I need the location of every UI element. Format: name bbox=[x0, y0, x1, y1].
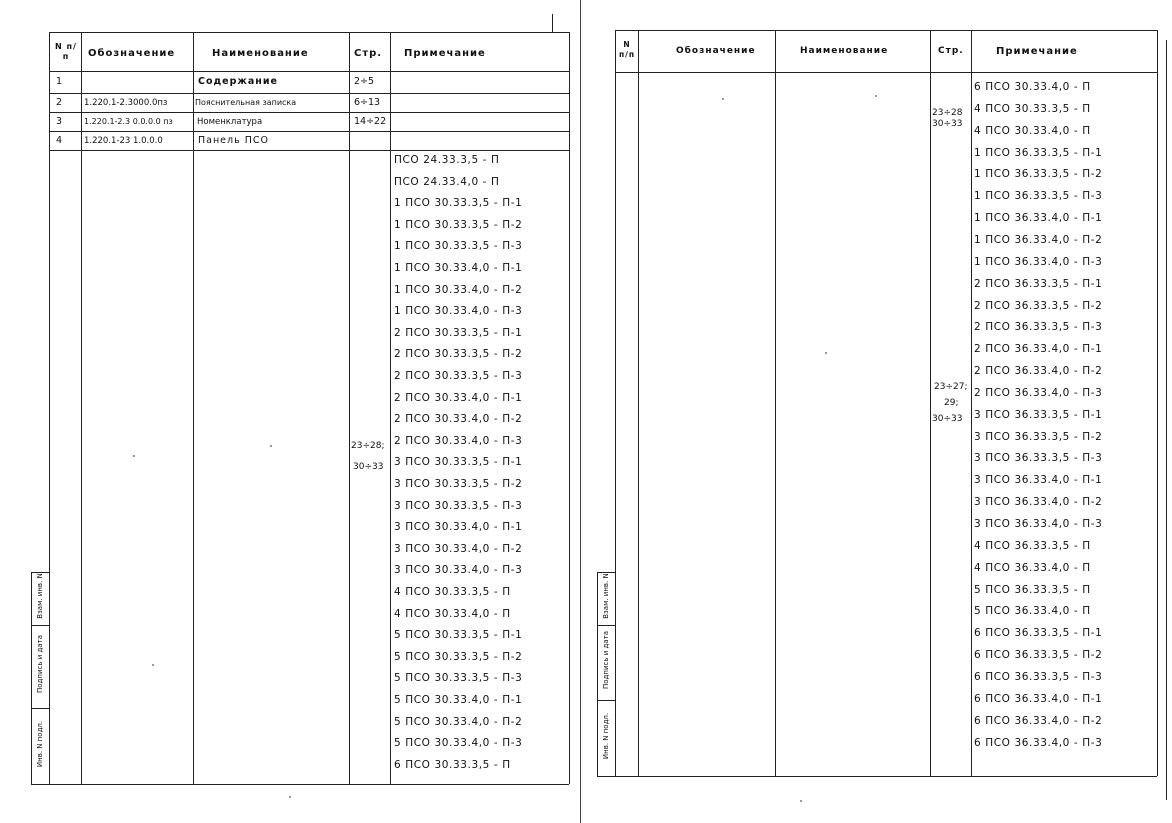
frame-right bbox=[569, 32, 570, 784]
scan-speck bbox=[270, 445, 272, 447]
col-line bbox=[638, 30, 639, 776]
row-num: 3 bbox=[56, 116, 63, 127]
header-bottom bbox=[49, 71, 569, 72]
note-entry: 4 ПСО 36.33.4,0 - П bbox=[974, 561, 1091, 574]
note-entry: 4 ПСО 36.33.3,5 - П bbox=[974, 539, 1091, 552]
scan-speck bbox=[825, 352, 827, 354]
note-entry: 6 ПСО 36.33.4,0 - П-3 bbox=[974, 736, 1103, 749]
note-entry: 1 ПСО 30.33.4,0 - П-3 bbox=[394, 305, 523, 318]
col-line bbox=[81, 32, 82, 784]
row-name: Номенклатура bbox=[197, 117, 263, 127]
note-entry: 6 ПСО 30.33.4,0 - П bbox=[974, 81, 1091, 93]
col-line bbox=[971, 30, 972, 776]
note-entry: 6 ПСО 36.33.4,0 - П-1 bbox=[974, 692, 1103, 705]
row-line bbox=[49, 93, 569, 94]
col-line bbox=[193, 32, 194, 784]
note-entry: 1 ПСО 36.33.4,0 - П-1 bbox=[974, 212, 1103, 225]
scan-speck bbox=[152, 664, 154, 666]
note-entry: 5 ПСО 30.33.3,5 - П-1 bbox=[394, 629, 523, 642]
scan-speck bbox=[289, 796, 291, 798]
note-entry: 3 ПСО 36.33.4,0 - П-3 bbox=[974, 518, 1103, 530]
page-ref: 29; bbox=[944, 398, 959, 408]
note-entry: 5 ПСО 30.33.4,0 - П-2 bbox=[394, 715, 523, 728]
header-num: N п/п bbox=[618, 40, 636, 59]
note-entry: 6 ПСО 30.33.3,5 - П bbox=[394, 758, 511, 771]
row-line bbox=[49, 150, 569, 151]
stamp-label-inv: Инв. N подл. bbox=[36, 720, 44, 768]
page-ref: 30÷33 bbox=[932, 119, 963, 129]
note-entry: 3 ПСО 36.33.3,5 - П-2 bbox=[974, 430, 1103, 443]
row-num: 1 bbox=[56, 76, 63, 87]
adjacent-sheet-edge bbox=[1166, 40, 1167, 800]
page-ref: 23÷27; bbox=[934, 382, 968, 392]
scan-speck bbox=[133, 455, 135, 457]
header-name: Наименование bbox=[212, 48, 309, 59]
row-line bbox=[49, 112, 569, 113]
stamp-divider bbox=[31, 708, 49, 709]
note-entry: 4 ПСО 30.33.4,0 - П bbox=[394, 607, 511, 620]
note-entry: 3 ПСО 36.33.3,5 - П-3 bbox=[974, 452, 1103, 465]
note-entry: 4 ПСО 30.33.3,5 - П bbox=[394, 586, 511, 598]
note-entry: 2 ПСО 36.33.4,0 - П-1 bbox=[974, 343, 1103, 356]
header-bottom bbox=[615, 72, 1157, 73]
note-entry: 1 ПСО 30.33.3,5 - П-1 bbox=[394, 197, 523, 210]
note-entry: 5 ПСО 36.33.3,5 - П bbox=[974, 583, 1091, 596]
note-entry: 2 ПСО 30.33.4,0 - П-3 bbox=[394, 434, 523, 447]
note-entry: 6 ПСО 36.33.3,5 - П-2 bbox=[974, 649, 1103, 662]
row-num: 4 bbox=[56, 135, 63, 146]
note-entry: 1 ПСО 36.33.4,0 - П-3 bbox=[974, 255, 1103, 268]
col-line bbox=[775, 30, 776, 776]
note-entry: 2 ПСО 30.33.3,5 - П-2 bbox=[394, 348, 523, 361]
note-entry: 1 ПСО 36.33.3,5 - П-2 bbox=[974, 168, 1103, 181]
row-designation: 1.220.1-23 1.0.0.0 bbox=[84, 136, 163, 146]
frame-bottom bbox=[597, 776, 1157, 777]
note-entry: 1 ПСО 36.33.4,0 - П-2 bbox=[974, 233, 1103, 246]
frame-left bbox=[615, 30, 616, 776]
note-entry: 2 ПСО 30.33.4,0 - П-2 bbox=[394, 413, 523, 426]
note-entry: ПСО 24.33.3,5 - П bbox=[394, 154, 500, 166]
note-entry: 1 ПСО 30.33.3,5 - П-2 bbox=[394, 218, 523, 231]
scan-speck bbox=[722, 98, 724, 100]
col-line bbox=[390, 32, 391, 784]
header-name: Наименование bbox=[800, 46, 889, 56]
row-page: 14÷22 bbox=[354, 116, 387, 127]
note-entry: 5 ПСО 36.33.4,0 - П bbox=[974, 605, 1091, 618]
note-entry: 3 ПСО 30.33.3,5 - П-1 bbox=[394, 456, 523, 469]
page-ref: 30÷33 bbox=[353, 462, 384, 472]
note-entry: 3 ПСО 30.33.4,0 - П-3 bbox=[394, 564, 523, 577]
row-num: 2 bbox=[56, 97, 63, 108]
note-entry: 2 ПСО 30.33.4,0 - П-1 bbox=[394, 391, 523, 404]
header-page: Стр. bbox=[354, 48, 383, 59]
note-entry: 1 ПСО 30.33.4,0 - П-1 bbox=[394, 262, 523, 274]
note-entry: 2 ПСО 36.33.4,0 - П-2 bbox=[974, 365, 1103, 378]
row-page: 2÷5 bbox=[354, 76, 375, 87]
note-entry: 2 ПСО 30.33.3,5 - П-3 bbox=[394, 370, 523, 382]
header-designation: Обозначение bbox=[88, 48, 176, 59]
note-entry: 5 ПСО 30.33.3,5 - П-3 bbox=[394, 672, 523, 685]
note-entry: 3 ПСО 30.33.3,5 - П-3 bbox=[394, 499, 523, 512]
row-page: 6÷13 bbox=[354, 97, 381, 108]
note-entry: 3 ПСО 30.33.3,5 - П-2 bbox=[394, 478, 523, 490]
header-top bbox=[49, 32, 569, 33]
note-entry: 2 ПСО 36.33.3,5 - П-3 bbox=[974, 321, 1103, 334]
stamp-label-replace: Взам. инв. N bbox=[602, 573, 610, 619]
frame-left bbox=[49, 32, 50, 784]
stamp-strip-border bbox=[31, 572, 32, 784]
note-entry: 5 ПСО 30.33.3,5 - П-2 bbox=[394, 650, 523, 663]
row-name: Пояснительная записка bbox=[195, 98, 297, 107]
note-entry: ПСО 24.33.4,0 - П bbox=[394, 175, 500, 188]
note-entry: 3 ПСО 36.33.3,5 - П-1 bbox=[974, 408, 1103, 421]
note-entry: 6 ПСО 36.33.3,5 - П-1 bbox=[974, 627, 1103, 640]
header-num: N п/п bbox=[55, 42, 77, 61]
scan-speck bbox=[875, 95, 877, 97]
note-entry: 1 ПСО 30.33.4,0 - П-2 bbox=[394, 283, 523, 296]
frame-right bbox=[1157, 30, 1158, 776]
header-designation: Обозначение bbox=[676, 46, 756, 56]
frame-bottom bbox=[31, 784, 569, 785]
stamp-label-signature: Подпись и дата bbox=[602, 631, 610, 689]
note-entry: 2 ПСО 36.33.3,5 - П-2 bbox=[974, 299, 1103, 312]
stamp-strip-border bbox=[597, 572, 598, 776]
row-name: Содержание bbox=[198, 76, 278, 87]
col-line bbox=[349, 32, 350, 784]
note-entry: 5 ПСО 30.33.4,0 - П-3 bbox=[394, 737, 523, 750]
note-entry: 3 ПСО 30.33.4,0 - П-1 bbox=[394, 521, 523, 534]
header-note: Примечание bbox=[996, 46, 1078, 57]
note-entry: 3 ПСО 30.33.4,0 - П-2 bbox=[394, 542, 523, 555]
stamp-label-replace: Взам. инв. N bbox=[36, 573, 44, 619]
note-entry: 4 ПСО 30.33.3,5 - П bbox=[974, 102, 1091, 115]
row-designation: 1.220.1-2.3 0.0.0.0 пз bbox=[84, 117, 173, 126]
row-name: Панель ПСО bbox=[198, 135, 269, 146]
col-line bbox=[930, 30, 931, 776]
sheet-divider bbox=[580, 0, 581, 823]
note-entry: 4 ПСО 30.33.4,0 - П bbox=[974, 124, 1091, 137]
note-entry: 2 ПСО 30.33.3,5 - П-1 bbox=[394, 326, 523, 339]
page-ref: 23÷28; bbox=[351, 441, 385, 451]
note-entry: 2 ПСО 36.33.4,0 - П-3 bbox=[974, 386, 1103, 399]
note-entry: 6 ПСО 36.33.4,0 - П-2 bbox=[974, 714, 1103, 727]
header-page: Стр. bbox=[938, 46, 964, 56]
stamp-divider bbox=[597, 700, 615, 701]
page-ref: 23÷28 bbox=[932, 108, 963, 118]
stamp-label-inv: Инв. N подл. bbox=[602, 712, 610, 760]
note-entry: 6 ПСО 36.33.3,5 - П-3 bbox=[974, 670, 1103, 683]
page-ref: 30÷33 bbox=[932, 414, 963, 424]
note-entry: 3 ПСО 36.33.4,0 - П-2 bbox=[974, 496, 1103, 509]
stamp-label-signature: Подпись и дата bbox=[36, 635, 44, 693]
header-top bbox=[615, 30, 1157, 31]
note-entry: 2 ПСО 36.33.3,5 - П-1 bbox=[974, 277, 1103, 290]
row-designation: 1.220.1-2.3000.0пз bbox=[84, 98, 168, 108]
note-entry: 1 ПСО 36.33.3,5 - П-3 bbox=[974, 190, 1103, 203]
row-line bbox=[49, 131, 569, 132]
note-entry: 1 ПСО 36.33.3,5 - П-1 bbox=[974, 146, 1103, 159]
scan-speck bbox=[800, 800, 802, 802]
note-entry: 1 ПСО 30.33.3,5 - П-3 bbox=[394, 240, 523, 253]
sheet-tick bbox=[552, 14, 553, 32]
header-note: Примечание bbox=[404, 48, 486, 59]
note-entry: 3 ПСО 36.33.4,0 - П-1 bbox=[974, 474, 1103, 487]
note-entry: 5 ПСО 30.33.4,0 - П-1 bbox=[394, 694, 523, 706]
